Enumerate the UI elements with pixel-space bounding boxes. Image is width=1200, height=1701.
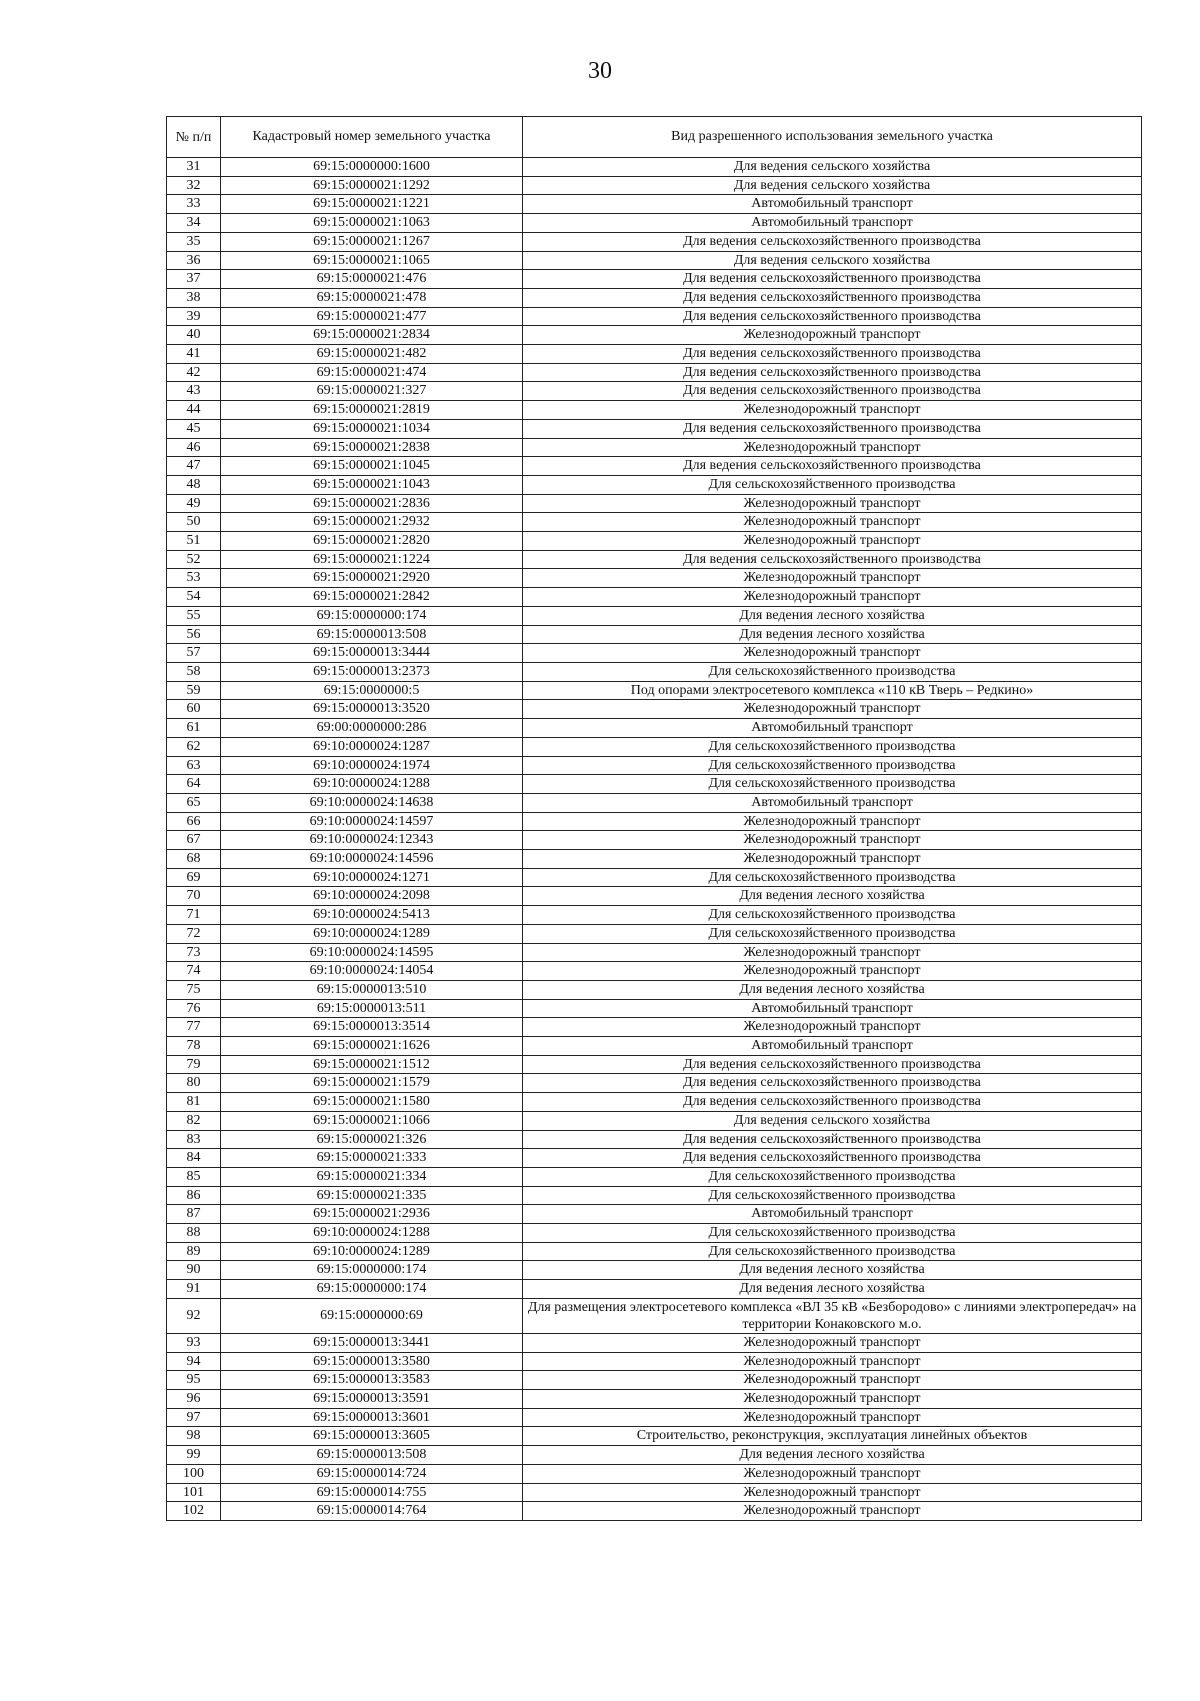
permitted-use: Железнодорожный транспорт bbox=[523, 1390, 1142, 1409]
row-number: 77 bbox=[167, 1018, 221, 1037]
cadastral-number: 69:15:0000021:1063 bbox=[221, 214, 523, 233]
table-row bbox=[167, 1483, 1142, 1502]
permitted-use: Железнодорожный транспорт bbox=[523, 401, 1142, 420]
cadastral-number: 69:15:0000021:1579 bbox=[221, 1074, 523, 1093]
cadastral-number: 69:15:0000021:333 bbox=[221, 1149, 523, 1168]
row-number: 51 bbox=[167, 532, 221, 551]
cadastral-number: 69:15:0000021:335 bbox=[221, 1186, 523, 1205]
cadastral-number: 69:10:0000024:14597 bbox=[221, 812, 523, 831]
permitted-use: Железнодорожный транспорт bbox=[523, 1333, 1142, 1352]
table-row bbox=[167, 326, 1142, 345]
table-row bbox=[167, 1186, 1142, 1205]
cadastral-number: 69:15:0000021:477 bbox=[221, 307, 523, 326]
permitted-use: Железнодорожный транспорт bbox=[523, 513, 1142, 532]
permitted-use: Железнодорожный транспорт bbox=[523, 532, 1142, 551]
row-number: 44 bbox=[167, 401, 221, 420]
table-row bbox=[167, 1371, 1142, 1390]
row-number: 99 bbox=[167, 1446, 221, 1465]
row-number: 95 bbox=[167, 1371, 221, 1390]
cadastral-number: 69:15:0000014:764 bbox=[221, 1502, 523, 1521]
permitted-use: Для ведения сельскохозяйственного производства bbox=[523, 1130, 1142, 1149]
permitted-use: Автомобильный транспорт bbox=[523, 999, 1142, 1018]
table-row bbox=[167, 288, 1142, 307]
cadastral-number: 69:15:0000021:2932 bbox=[221, 513, 523, 532]
cadastral-number: 69:15:0000021:2834 bbox=[221, 326, 523, 345]
table-row bbox=[167, 793, 1142, 812]
row-number: 79 bbox=[167, 1055, 221, 1074]
cadastral-number: 69:15:0000000:1600 bbox=[221, 158, 523, 177]
permitted-use: Железнодорожный транспорт bbox=[523, 1352, 1142, 1371]
cadastral-number: 69:15:0000000:174 bbox=[221, 1261, 523, 1280]
cadastral-number: 69:15:0000021:1267 bbox=[221, 232, 523, 251]
cadastral-number: 69:15:0000021:2819 bbox=[221, 401, 523, 420]
cadastral-number: 69:15:0000021:1580 bbox=[221, 1093, 523, 1112]
cadastral-number: 69:15:0000013:508 bbox=[221, 625, 523, 644]
header-permitted-use: Вид разрешенного использования земельного участка bbox=[523, 117, 1142, 158]
permitted-use: Для сельскохозяйственного производства bbox=[523, 1224, 1142, 1243]
table-row bbox=[167, 962, 1142, 981]
permitted-use: Для ведения сельскохозяйственного производства bbox=[523, 1093, 1142, 1112]
cadastral-number: 69:15:0000021:2836 bbox=[221, 494, 523, 513]
table-row bbox=[167, 700, 1142, 719]
table-row bbox=[167, 1037, 1142, 1056]
cadastral-number: 69:15:0000021:2936 bbox=[221, 1205, 523, 1224]
row-number: 71 bbox=[167, 906, 221, 925]
permitted-use: Для ведения лесного хозяйства bbox=[523, 606, 1142, 625]
row-number: 92 bbox=[167, 1298, 221, 1333]
cadastral-number: 69:15:0000013:3441 bbox=[221, 1333, 523, 1352]
permitted-use: Железнодорожный транспорт bbox=[523, 943, 1142, 962]
row-number: 90 bbox=[167, 1261, 221, 1280]
cadastral-number: 69:15:0000021:1626 bbox=[221, 1037, 523, 1056]
cadastral-number: 69:15:0000013:3520 bbox=[221, 700, 523, 719]
table-row bbox=[167, 1427, 1142, 1446]
cadastral-number: 69:15:0000021:2838 bbox=[221, 438, 523, 457]
cadastral-number: 69:10:0000024:14638 bbox=[221, 793, 523, 812]
permitted-use: Для ведения сельскохозяйственного производства bbox=[523, 550, 1142, 569]
row-number: 56 bbox=[167, 625, 221, 644]
row-number: 62 bbox=[167, 737, 221, 756]
cadastral-number: 69:15:0000013:3583 bbox=[221, 1371, 523, 1390]
permitted-use: Железнодорожный транспорт bbox=[523, 831, 1142, 850]
row-number: 70 bbox=[167, 887, 221, 906]
page-number: 30 bbox=[588, 58, 612, 84]
cadastral-number: 69:15:0000013:510 bbox=[221, 980, 523, 999]
row-number: 35 bbox=[167, 232, 221, 251]
table-row bbox=[167, 831, 1142, 850]
table-row bbox=[167, 1352, 1142, 1371]
permitted-use: Железнодорожный транспорт bbox=[523, 644, 1142, 663]
cadastral-number: 69:15:0000014:755 bbox=[221, 1483, 523, 1502]
row-number: 87 bbox=[167, 1205, 221, 1224]
permitted-use: Железнодорожный транспорт bbox=[523, 1371, 1142, 1390]
table-row bbox=[167, 850, 1142, 869]
table-row bbox=[167, 943, 1142, 962]
table-row bbox=[167, 980, 1142, 999]
cadastral-number: 69:10:0000024:1287 bbox=[221, 737, 523, 756]
permitted-use: Железнодорожный транспорт bbox=[523, 569, 1142, 588]
table-row bbox=[167, 251, 1142, 270]
permitted-use: Для ведения сельскохозяйственного производства bbox=[523, 270, 1142, 289]
cadastral-number: 69:15:0000021:334 bbox=[221, 1167, 523, 1186]
permitted-use: Под опорами электросетевого комплекса «110 кВ Тверь – Редкино» bbox=[523, 681, 1142, 700]
cadastral-number: 69:15:0000013:3444 bbox=[221, 644, 523, 663]
permitted-use: Строительство, реконструкция, эксплуатация линейных объектов bbox=[523, 1427, 1142, 1446]
table-row bbox=[167, 625, 1142, 644]
row-number: 89 bbox=[167, 1242, 221, 1261]
cadastral-number: 69:10:0000024:14054 bbox=[221, 962, 523, 981]
permitted-use: Железнодорожный транспорт bbox=[523, 962, 1142, 981]
row-number: 57 bbox=[167, 644, 221, 663]
table-row bbox=[167, 270, 1142, 289]
table-row bbox=[167, 1111, 1142, 1130]
permitted-use: Железнодорожный транспорт bbox=[523, 700, 1142, 719]
row-number: 42 bbox=[167, 363, 221, 382]
table-row bbox=[167, 1205, 1142, 1224]
table-row bbox=[167, 363, 1142, 382]
cadastral-number: 69:15:0000013:3591 bbox=[221, 1390, 523, 1409]
permitted-use: Для сельскохозяйственного производства bbox=[523, 1242, 1142, 1261]
cadastral-number: 69:15:0000021:2920 bbox=[221, 569, 523, 588]
table-row bbox=[167, 1018, 1142, 1037]
table-row bbox=[167, 1446, 1142, 1465]
row-number: 65 bbox=[167, 793, 221, 812]
permitted-use: Для сельскохозяйственного производства bbox=[523, 906, 1142, 925]
cadastral-number: 69:15:0000014:724 bbox=[221, 1464, 523, 1483]
row-number: 34 bbox=[167, 214, 221, 233]
row-number: 46 bbox=[167, 438, 221, 457]
cadastral-number: 69:15:0000000:174 bbox=[221, 606, 523, 625]
table-row bbox=[167, 457, 1142, 476]
cadastral-number: 69:00:0000000:286 bbox=[221, 719, 523, 738]
cadastral-number: 69:15:0000021:1221 bbox=[221, 195, 523, 214]
table-row bbox=[167, 999, 1142, 1018]
permitted-use: Железнодорожный транспорт bbox=[523, 438, 1142, 457]
permitted-use: Для размещения электросетевого комплекса «ВЛ 35 кВ «Безбородово» с линиями электропередач» на территории Конаковского м.о. bbox=[523, 1298, 1142, 1333]
cadastral-number: 69:15:0000013:2373 bbox=[221, 662, 523, 681]
table-row bbox=[167, 924, 1142, 943]
row-number: 50 bbox=[167, 513, 221, 532]
table-row bbox=[167, 606, 1142, 625]
row-number: 68 bbox=[167, 850, 221, 869]
table-row bbox=[167, 737, 1142, 756]
permitted-use: Для сельскохозяйственного производства bbox=[523, 475, 1142, 494]
table-row bbox=[167, 1242, 1142, 1261]
permitted-use: Железнодорожный транспорт bbox=[523, 812, 1142, 831]
table-row bbox=[167, 475, 1142, 494]
row-number: 83 bbox=[167, 1130, 221, 1149]
permitted-use: Автомобильный транспорт bbox=[523, 1037, 1142, 1056]
header-cadastral-number: Кадастровый номер земельного участка bbox=[221, 117, 523, 158]
table-row bbox=[167, 1130, 1142, 1149]
permitted-use: Автомобильный транспорт bbox=[523, 793, 1142, 812]
row-number: 97 bbox=[167, 1408, 221, 1427]
row-number: 100 bbox=[167, 1464, 221, 1483]
permitted-use: Для сельскохозяйственного производства bbox=[523, 924, 1142, 943]
cadastral-number: 69:15:0000000:5 bbox=[221, 681, 523, 700]
cadastral-number: 69:15:0000021:327 bbox=[221, 382, 523, 401]
row-number: 63 bbox=[167, 756, 221, 775]
row-number: 53 bbox=[167, 569, 221, 588]
permitted-use: Для сельскохозяйственного производства bbox=[523, 868, 1142, 887]
row-number: 72 bbox=[167, 924, 221, 943]
permitted-use: Для ведения сельского хозяйства bbox=[523, 251, 1142, 270]
permitted-use: Для ведения сельского хозяйства bbox=[523, 1111, 1142, 1130]
row-number: 84 bbox=[167, 1149, 221, 1168]
table-row bbox=[167, 644, 1142, 663]
row-number: 39 bbox=[167, 307, 221, 326]
row-number: 76 bbox=[167, 999, 221, 1018]
table-row bbox=[167, 195, 1142, 214]
row-number: 37 bbox=[167, 270, 221, 289]
cadastral-number: 69:10:0000024:1289 bbox=[221, 924, 523, 943]
permitted-use: Железнодорожный транспорт bbox=[523, 326, 1142, 345]
permitted-use: Для ведения лесного хозяйства bbox=[523, 1261, 1142, 1280]
permitted-use: Железнодорожный транспорт bbox=[523, 1408, 1142, 1427]
table-row bbox=[167, 1408, 1142, 1427]
table-row bbox=[167, 1224, 1142, 1243]
permitted-use: Автомобильный транспорт bbox=[523, 1205, 1142, 1224]
table-row bbox=[167, 345, 1142, 364]
cadastral-number: 69:10:0000024:1288 bbox=[221, 1224, 523, 1243]
row-number: 78 bbox=[167, 1037, 221, 1056]
permitted-use: Для ведения лесного хозяйства bbox=[523, 1446, 1142, 1465]
cadastral-number: 69:10:0000024:2098 bbox=[221, 887, 523, 906]
table-row bbox=[167, 232, 1142, 251]
permitted-use: Для ведения лесного хозяйства bbox=[523, 1280, 1142, 1299]
permitted-use: Железнодорожный транспорт bbox=[523, 588, 1142, 607]
table-row bbox=[167, 307, 1142, 326]
permitted-use: Для сельскохозяйственного производства bbox=[523, 756, 1142, 775]
row-number: 41 bbox=[167, 345, 221, 364]
permitted-use: Для сельскохозяйственного производства bbox=[523, 737, 1142, 756]
table-row bbox=[167, 868, 1142, 887]
row-number: 102 bbox=[167, 1502, 221, 1521]
row-number: 64 bbox=[167, 775, 221, 794]
table-row bbox=[167, 662, 1142, 681]
permitted-use: Для сельскохозяйственного производства bbox=[523, 775, 1142, 794]
table-row bbox=[167, 1167, 1142, 1186]
cadastral-number: 69:15:0000021:474 bbox=[221, 363, 523, 382]
table-row bbox=[167, 775, 1142, 794]
cadastral-number: 69:10:0000024:5413 bbox=[221, 906, 523, 925]
row-number: 81 bbox=[167, 1093, 221, 1112]
cadastral-number: 69:15:0000021:1043 bbox=[221, 475, 523, 494]
permitted-use: Железнодорожный транспорт bbox=[523, 494, 1142, 513]
cadastral-number: 69:15:0000013:511 bbox=[221, 999, 523, 1018]
row-number: 60 bbox=[167, 700, 221, 719]
table-row bbox=[167, 158, 1142, 177]
row-number: 66 bbox=[167, 812, 221, 831]
row-number: 45 bbox=[167, 419, 221, 438]
permitted-use: Для сельскохозяйственного производства bbox=[523, 1186, 1142, 1205]
row-number: 36 bbox=[167, 251, 221, 270]
row-number: 86 bbox=[167, 1186, 221, 1205]
cadastral-number: 69:15:0000013:508 bbox=[221, 1446, 523, 1465]
row-number: 93 bbox=[167, 1333, 221, 1352]
permitted-use: Для ведения лесного хозяйства bbox=[523, 980, 1142, 999]
permitted-use: Для ведения сельского хозяйства bbox=[523, 158, 1142, 177]
row-number: 59 bbox=[167, 681, 221, 700]
cadastral-number: 69:15:0000000:174 bbox=[221, 1280, 523, 1299]
permitted-use: Железнодорожный транспорт bbox=[523, 1502, 1142, 1521]
permitted-use: Для ведения сельскохозяйственного производства bbox=[523, 419, 1142, 438]
table-row bbox=[167, 681, 1142, 700]
table-row bbox=[167, 1464, 1142, 1483]
permitted-use: Для ведения сельскохозяйственного производства bbox=[523, 1074, 1142, 1093]
table-body bbox=[167, 158, 1142, 1521]
row-number: 38 bbox=[167, 288, 221, 307]
row-number: 58 bbox=[167, 662, 221, 681]
table-row bbox=[167, 906, 1142, 925]
table-row bbox=[167, 887, 1142, 906]
permitted-use: Железнодорожный транспорт bbox=[523, 1018, 1142, 1037]
permitted-use: Для ведения сельскохозяйственного производства bbox=[523, 345, 1142, 364]
table-row bbox=[167, 1390, 1142, 1409]
table-row bbox=[167, 214, 1142, 233]
row-number: 101 bbox=[167, 1483, 221, 1502]
table-row bbox=[167, 176, 1142, 195]
cadastral-number: 69:10:0000024:14595 bbox=[221, 943, 523, 962]
table-row bbox=[167, 1502, 1142, 1521]
cadastral-number: 69:15:0000021:1512 bbox=[221, 1055, 523, 1074]
cadastral-number: 69:10:0000024:1271 bbox=[221, 868, 523, 887]
row-number: 48 bbox=[167, 475, 221, 494]
table-row bbox=[167, 756, 1142, 775]
cadastral-number: 69:15:0000021:1034 bbox=[221, 419, 523, 438]
row-number: 98 bbox=[167, 1427, 221, 1446]
row-number: 67 bbox=[167, 831, 221, 850]
cadastral-number: 69:15:0000021:2842 bbox=[221, 588, 523, 607]
permitted-use: Для ведения сельскохозяйственного производства bbox=[523, 232, 1142, 251]
row-number: 73 bbox=[167, 943, 221, 962]
permitted-use: Для ведения сельскохозяйственного производства bbox=[523, 307, 1142, 326]
permitted-use: Для ведения лесного хозяйства bbox=[523, 887, 1142, 906]
cadastral-number: 69:10:0000024:1289 bbox=[221, 1242, 523, 1261]
cadastral-number: 69:15:0000000:69 bbox=[221, 1298, 523, 1333]
permitted-use: Для ведения сельскохозяйственного производства bbox=[523, 1149, 1142, 1168]
row-number: 75 bbox=[167, 980, 221, 999]
permitted-use: Для сельскохозяйственного производства bbox=[523, 1167, 1142, 1186]
row-number: 31 bbox=[167, 158, 221, 177]
table-row bbox=[167, 382, 1142, 401]
row-number: 52 bbox=[167, 550, 221, 569]
row-number: 82 bbox=[167, 1111, 221, 1130]
table-row bbox=[167, 1333, 1142, 1352]
table-row bbox=[167, 569, 1142, 588]
table-row bbox=[167, 1280, 1142, 1299]
cadastral-number: 69:15:0000021:1045 bbox=[221, 457, 523, 476]
table-row bbox=[167, 532, 1142, 551]
table-row bbox=[167, 513, 1142, 532]
row-number: 85 bbox=[167, 1167, 221, 1186]
permitted-use: Для ведения сельскохозяйственного производства bbox=[523, 457, 1142, 476]
cadastral-number: 69:15:0000021:2820 bbox=[221, 532, 523, 551]
table-row bbox=[167, 438, 1142, 457]
cadastral-number: 69:10:0000024:1974 bbox=[221, 756, 523, 775]
permitted-use: Автомобильный транспорт bbox=[523, 214, 1142, 233]
table-row bbox=[167, 719, 1142, 738]
cadastral-number: 69:15:0000013:3601 bbox=[221, 1408, 523, 1427]
table-row bbox=[167, 1055, 1142, 1074]
cadastral-number: 69:15:0000013:3514 bbox=[221, 1018, 523, 1037]
row-number: 49 bbox=[167, 494, 221, 513]
row-number: 55 bbox=[167, 606, 221, 625]
row-number: 47 bbox=[167, 457, 221, 476]
permitted-use: Автомобильный транспорт bbox=[523, 195, 1142, 214]
row-number: 94 bbox=[167, 1352, 221, 1371]
table-row bbox=[167, 401, 1142, 420]
row-number: 61 bbox=[167, 719, 221, 738]
table-row bbox=[167, 494, 1142, 513]
row-number: 32 bbox=[167, 176, 221, 195]
cadastral-number: 69:15:0000021:326 bbox=[221, 1130, 523, 1149]
table-row bbox=[167, 1074, 1142, 1093]
land-plots-table bbox=[166, 116, 1142, 1521]
table-row bbox=[167, 588, 1142, 607]
table-row bbox=[167, 1298, 1142, 1333]
table-row bbox=[167, 550, 1142, 569]
permitted-use: Железнодорожный транспорт bbox=[523, 1464, 1142, 1483]
row-number: 43 bbox=[167, 382, 221, 401]
cadastral-number: 69:10:0000024:14596 bbox=[221, 850, 523, 869]
cadastral-number: 69:10:0000024:1288 bbox=[221, 775, 523, 794]
table-row bbox=[167, 812, 1142, 831]
permitted-use: Для ведения сельскохозяйственного производства bbox=[523, 382, 1142, 401]
permitted-use: Железнодорожный транспорт bbox=[523, 850, 1142, 869]
table-row bbox=[167, 1149, 1142, 1168]
header-number: № п/п bbox=[167, 117, 221, 158]
row-number: 96 bbox=[167, 1390, 221, 1409]
row-number: 40 bbox=[167, 326, 221, 345]
permitted-use: Автомобильный транспорт bbox=[523, 719, 1142, 738]
permitted-use: Для ведения сельскохозяйственного производства bbox=[523, 288, 1142, 307]
cadastral-number: 69:15:0000021:482 bbox=[221, 345, 523, 364]
table-row bbox=[167, 1261, 1142, 1280]
cadastral-number: 69:15:0000021:1065 bbox=[221, 251, 523, 270]
table-header-row bbox=[167, 117, 1142, 158]
permitted-use: Для ведения сельскохозяйственного производства bbox=[523, 1055, 1142, 1074]
row-number: 91 bbox=[167, 1280, 221, 1299]
row-number: 80 bbox=[167, 1074, 221, 1093]
cadastral-number: 69:15:0000021:476 bbox=[221, 270, 523, 289]
cadastral-number: 69:15:0000013:3605 bbox=[221, 1427, 523, 1446]
table-row bbox=[167, 419, 1142, 438]
row-number: 88 bbox=[167, 1224, 221, 1243]
table-row bbox=[167, 1093, 1142, 1112]
row-number: 33 bbox=[167, 195, 221, 214]
permitted-use: Для сельскохозяйственного производства bbox=[523, 662, 1142, 681]
permitted-use: Для ведения сельского хозяйства bbox=[523, 176, 1142, 195]
cadastral-number: 69:15:0000021:1066 bbox=[221, 1111, 523, 1130]
cadastral-number: 69:15:0000021:1292 bbox=[221, 176, 523, 195]
cadastral-number: 69:15:0000021:1224 bbox=[221, 550, 523, 569]
permitted-use: Для ведения лесного хозяйства bbox=[523, 625, 1142, 644]
row-number: 74 bbox=[167, 962, 221, 981]
row-number: 54 bbox=[167, 588, 221, 607]
cadastral-number: 69:15:0000013:3580 bbox=[221, 1352, 523, 1371]
cadastral-number: 69:15:0000021:478 bbox=[221, 288, 523, 307]
permitted-use: Железнодорожный транспорт bbox=[523, 1483, 1142, 1502]
row-number: 69 bbox=[167, 868, 221, 887]
permitted-use: Для ведения сельскохозяйственного производства bbox=[523, 363, 1142, 382]
cadastral-number: 69:10:0000024:12343 bbox=[221, 831, 523, 850]
